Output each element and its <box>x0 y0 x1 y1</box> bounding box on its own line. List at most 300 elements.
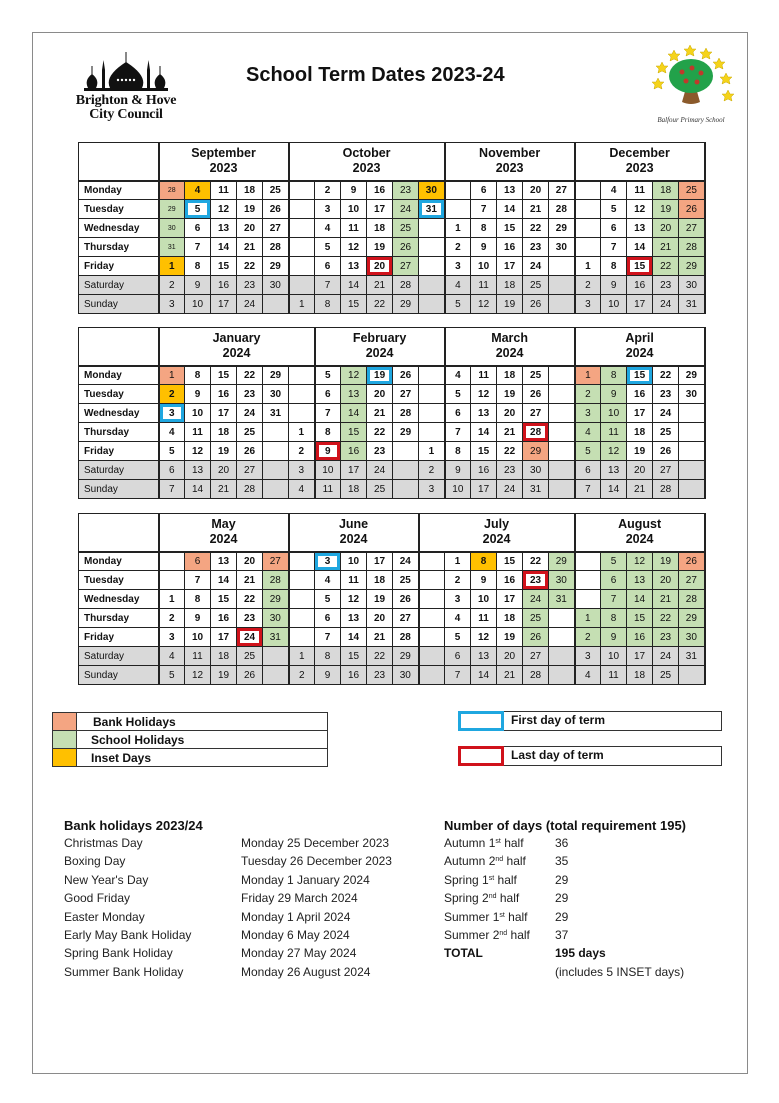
bank-holiday-row <box>64 873 424 891</box>
holiday-name: Boxing Day <box>64 854 126 869</box>
date-cell: 4 <box>601 181 627 200</box>
date-cell <box>289 628 315 647</box>
date-cell: 16 <box>341 442 367 461</box>
date-cell: 27 <box>263 552 289 571</box>
date-cell: 19 <box>497 385 523 404</box>
date-cell <box>289 590 315 609</box>
holiday-name: Easter Monday <box>64 909 145 924</box>
date-cell: 15 <box>471 442 497 461</box>
day-label: Sunday <box>79 666 159 685</box>
month-header: January 2024 <box>159 328 315 366</box>
date-cell: 25 <box>393 219 419 238</box>
date-cell: 6 <box>315 385 341 404</box>
legend-label: Last day of term <box>511 748 604 762</box>
date-cell: 1 <box>575 257 601 276</box>
date-cell: 2 <box>159 276 185 295</box>
day-label: Wednesday <box>79 404 159 423</box>
bank-holiday-row <box>64 946 424 964</box>
corner-cell <box>79 514 159 552</box>
date-cell: 30 <box>263 276 289 295</box>
number-of-days-heading: Number of days (total requirement 195) <box>444 818 686 833</box>
date-cell: 25 <box>523 366 549 385</box>
date-cell: 5 <box>445 385 471 404</box>
date-cell: 5 <box>185 200 211 219</box>
date-cell: 2 <box>159 609 185 628</box>
day-row <box>79 590 705 609</box>
date-cell: 17 <box>341 461 367 480</box>
date-cell <box>575 590 601 609</box>
date-cell <box>289 571 315 590</box>
day-row <box>79 647 705 666</box>
date-cell: 23 <box>237 609 263 628</box>
date-cell: 23 <box>653 385 679 404</box>
date-cell <box>549 647 575 666</box>
date-cell: 12 <box>471 295 497 314</box>
date-cell: 29 <box>679 609 705 628</box>
date-cell: 24 <box>653 295 679 314</box>
day-row <box>79 571 705 590</box>
date-cell <box>419 385 445 404</box>
date-cell: 18 <box>211 647 237 666</box>
date-cell: 30 <box>679 276 705 295</box>
day-row <box>79 552 705 571</box>
date-cell: 1 <box>289 423 315 442</box>
day-label: Tuesday <box>79 571 159 590</box>
date-cell: 17 <box>367 552 393 571</box>
date-cell: 6 <box>315 609 341 628</box>
day-label: Wednesday <box>79 590 159 609</box>
date-cell: 20 <box>497 404 523 423</box>
term-name: Spring 2nd half <box>444 891 520 906</box>
date-cell: 11 <box>315 480 341 499</box>
date-cell: 5 <box>315 590 341 609</box>
date-cell: 24 <box>237 628 263 647</box>
date-cell <box>263 442 289 461</box>
holiday-name: Spring Bank Holiday <box>64 946 173 961</box>
date-cell: 21 <box>367 276 393 295</box>
date-cell: 14 <box>627 238 653 257</box>
date-cell: 22 <box>367 647 393 666</box>
date-cell: 24 <box>393 200 419 219</box>
day-label: Saturday <box>79 647 159 666</box>
date-cell: 29 <box>393 295 419 314</box>
holiday-date: Monday 25 December 2023 <box>241 836 390 850</box>
date-cell: 3 <box>315 200 341 219</box>
date-cell: 28 <box>263 571 289 590</box>
date-cell: 29 <box>679 366 705 385</box>
date-cell: 2 <box>289 442 315 461</box>
term-days: 29 <box>555 872 569 887</box>
date-cell: 8 <box>315 295 341 314</box>
date-cell <box>549 423 575 442</box>
day-row <box>79 257 705 276</box>
date-cell: 18 <box>497 276 523 295</box>
svg-text:Balfour Primary School: Balfour Primary School <box>657 116 725 124</box>
date-cell: 28 <box>393 404 419 423</box>
date-cell: 13 <box>341 257 367 276</box>
date-cell: 11 <box>471 276 497 295</box>
term-days: 37 <box>555 927 569 942</box>
date-cell: 17 <box>211 404 237 423</box>
bank-holiday-row <box>64 891 424 909</box>
date-cell: 21 <box>211 480 237 499</box>
date-cell <box>419 628 445 647</box>
date-cell: 30 <box>159 219 185 238</box>
date-cell <box>263 647 289 666</box>
date-cell: 17 <box>627 404 653 423</box>
date-cell: 20 <box>497 647 523 666</box>
date-cell: 31 <box>523 480 549 499</box>
date-cell: 6 <box>315 257 341 276</box>
date-cell: 30 <box>679 385 705 404</box>
holiday-date: Tuesday 26 December 2023 <box>241 854 392 869</box>
date-cell <box>679 461 705 480</box>
holiday-date: Monday 27 May 2024 <box>241 946 357 961</box>
date-cell: 23 <box>523 238 549 257</box>
date-cell: 14 <box>497 200 523 219</box>
date-cell: 23 <box>367 442 393 461</box>
day-label: Tuesday <box>79 385 159 404</box>
date-cell: 14 <box>341 276 367 295</box>
date-cell: 24 <box>523 257 549 276</box>
date-cell: 11 <box>341 219 367 238</box>
date-cell: 30 <box>549 238 575 257</box>
term-name: Spring 1st half <box>444 872 517 887</box>
date-cell: 21 <box>497 423 523 442</box>
date-cell: 22 <box>367 295 393 314</box>
date-cell: 11 <box>601 423 627 442</box>
date-cell: 22 <box>653 257 679 276</box>
date-cell: 19 <box>497 628 523 647</box>
date-cell: 26 <box>393 238 419 257</box>
date-cell: 15 <box>627 609 653 628</box>
date-cell <box>549 442 575 461</box>
legend-label: Bank Holidays <box>77 713 328 731</box>
date-cell <box>679 480 705 499</box>
month-header: November 2023 <box>445 143 575 181</box>
date-cell: 16 <box>627 628 653 647</box>
date-cell <box>263 461 289 480</box>
date-cell: 4 <box>575 666 601 685</box>
date-cell <box>289 238 315 257</box>
date-cell: 4 <box>159 423 185 442</box>
date-cell: 28 <box>679 238 705 257</box>
corner-cell <box>79 143 159 181</box>
date-cell: 17 <box>471 480 497 499</box>
day-label: Saturday <box>79 461 159 480</box>
day-row <box>79 461 705 480</box>
date-cell: 5 <box>315 366 341 385</box>
holiday-date: Monday 1 January 2024 <box>241 872 370 887</box>
date-cell <box>575 219 601 238</box>
date-cell: 22 <box>653 609 679 628</box>
date-cell: 12 <box>211 200 237 219</box>
date-cell: 3 <box>315 552 341 571</box>
date-cell: 26 <box>653 442 679 461</box>
date-cell <box>679 442 705 461</box>
date-cell: 21 <box>523 200 549 219</box>
date-cell <box>419 552 445 571</box>
holiday-date: Monday 1 April 2024 <box>241 909 351 924</box>
date-cell: 15 <box>341 295 367 314</box>
date-cell <box>419 238 445 257</box>
date-cell: 24 <box>367 461 393 480</box>
day-row <box>79 666 705 685</box>
term-days-row <box>444 873 724 891</box>
month-header: February 2024 <box>315 328 445 366</box>
date-cell: 15 <box>627 257 653 276</box>
date-cell: 27 <box>679 571 705 590</box>
day-label: Friday <box>79 442 159 461</box>
date-cell: 16 <box>211 385 237 404</box>
date-cell: 25 <box>653 666 679 685</box>
date-cell: 9 <box>315 442 341 461</box>
holiday-date: Friday 29 March 2024 <box>241 891 358 906</box>
date-cell: 30 <box>263 385 289 404</box>
date-cell: 7 <box>315 404 341 423</box>
month-header: August 2024 <box>575 514 705 552</box>
date-cell: 21 <box>237 238 263 257</box>
date-cell: 19 <box>211 666 237 685</box>
date-cell: 27 <box>393 609 419 628</box>
date-cell <box>289 181 315 200</box>
holiday-date: Monday 26 August 2024 <box>241 964 371 979</box>
date-cell: 20 <box>367 609 393 628</box>
date-cell: 8 <box>471 219 497 238</box>
date-cell: 13 <box>341 609 367 628</box>
date-cell: 7 <box>445 666 471 685</box>
date-cell: 15 <box>341 423 367 442</box>
holiday-name: New Year's Day <box>64 872 149 887</box>
date-cell: 3 <box>289 461 315 480</box>
date-cell: 13 <box>341 385 367 404</box>
legend-label: First day of term <box>511 713 606 727</box>
date-cell: 10 <box>445 480 471 499</box>
date-cell <box>549 366 575 385</box>
day-row <box>79 423 705 442</box>
date-cell <box>679 666 705 685</box>
date-cell: 22 <box>237 257 263 276</box>
date-cell: 31 <box>419 200 445 219</box>
date-cell: 5 <box>445 295 471 314</box>
date-cell: 1 <box>159 257 185 276</box>
day-row <box>79 219 705 238</box>
date-cell: 5 <box>575 442 601 461</box>
date-cell <box>575 238 601 257</box>
date-cell: 9 <box>185 385 211 404</box>
date-cell: 28 <box>549 200 575 219</box>
date-cell: 2 <box>315 181 341 200</box>
date-cell: 5 <box>445 628 471 647</box>
legend-label: School Holidays <box>77 731 328 749</box>
date-cell: 31 <box>263 628 289 647</box>
date-cell <box>419 257 445 276</box>
bank-holiday-row <box>64 836 424 854</box>
date-cell: 2 <box>445 238 471 257</box>
day-label: Saturday <box>79 276 159 295</box>
day-row <box>79 404 705 423</box>
date-cell: 9 <box>315 666 341 685</box>
date-cell: 23 <box>393 181 419 200</box>
date-cell: 22 <box>653 366 679 385</box>
date-cell <box>393 461 419 480</box>
bank-holiday-row <box>64 928 424 946</box>
date-cell: 2 <box>575 276 601 295</box>
date-cell <box>549 276 575 295</box>
date-cell: 7 <box>575 480 601 499</box>
date-cell: 11 <box>211 181 237 200</box>
date-cell: 3 <box>159 404 185 423</box>
date-cell: 1 <box>159 590 185 609</box>
day-label: Sunday <box>79 295 159 314</box>
date-cell: 26 <box>523 295 549 314</box>
date-cell <box>445 181 471 200</box>
date-cell <box>679 404 705 423</box>
month-header: July 2024 <box>419 514 575 552</box>
date-cell: 21 <box>497 666 523 685</box>
date-cell: 26 <box>393 590 419 609</box>
date-cell <box>419 609 445 628</box>
term-days-row <box>444 836 724 854</box>
date-cell: 3 <box>445 257 471 276</box>
date-cell: 2 <box>445 571 471 590</box>
legend-first-day <box>458 711 722 731</box>
date-cell: 18 <box>237 181 263 200</box>
date-cell: 24 <box>653 647 679 666</box>
date-cell: 7 <box>315 628 341 647</box>
date-cell <box>289 257 315 276</box>
date-cell <box>549 385 575 404</box>
date-cell: 15 <box>211 590 237 609</box>
term-days-row <box>444 928 724 946</box>
date-cell <box>549 295 575 314</box>
month-header: September 2023 <box>159 143 289 181</box>
holiday-name: Good Friday <box>64 891 131 906</box>
day-row <box>79 295 705 314</box>
date-cell: 5 <box>159 666 185 685</box>
date-cell: 9 <box>341 181 367 200</box>
date-cell: 27 <box>549 181 575 200</box>
date-cell: 16 <box>497 238 523 257</box>
date-cell: 31 <box>549 590 575 609</box>
date-cell: 27 <box>523 404 549 423</box>
date-cell: 27 <box>523 647 549 666</box>
date-cell: 27 <box>393 385 419 404</box>
date-cell: 14 <box>471 666 497 685</box>
date-cell: 23 <box>237 385 263 404</box>
date-cell: 24 <box>523 590 549 609</box>
day-label: Monday <box>79 552 159 571</box>
term-days: 29 <box>555 891 569 906</box>
date-cell: 14 <box>627 590 653 609</box>
day-row <box>79 181 705 200</box>
date-cell: 20 <box>237 552 263 571</box>
date-cell: 7 <box>159 480 185 499</box>
date-cell: 17 <box>211 295 237 314</box>
date-cell: 1 <box>575 609 601 628</box>
day-row <box>79 480 705 499</box>
date-cell: 21 <box>653 590 679 609</box>
date-cell: 2 <box>575 628 601 647</box>
date-cell <box>419 666 445 685</box>
note-row <box>444 965 724 983</box>
date-cell: 19 <box>237 200 263 219</box>
date-cell: 1 <box>445 552 471 571</box>
date-cell: 25 <box>523 609 549 628</box>
number-of-days-list <box>444 818 724 983</box>
date-cell: 7 <box>185 238 211 257</box>
date-cell: 23 <box>653 628 679 647</box>
holiday-name: Christmas Day <box>64 836 143 850</box>
date-cell: 25 <box>393 571 419 590</box>
date-cell: 29 <box>679 257 705 276</box>
day-label: Thursday <box>79 423 159 442</box>
date-cell: 7 <box>185 571 211 590</box>
day-row <box>79 628 705 647</box>
date-cell: 8 <box>185 257 211 276</box>
date-cell: 4 <box>575 423 601 442</box>
date-cell: 6 <box>601 571 627 590</box>
royal-pavilion-icon <box>80 50 172 94</box>
day-label: Friday <box>79 628 159 647</box>
date-cell: 24 <box>237 295 263 314</box>
date-cell: 20 <box>367 257 393 276</box>
date-cell: 10 <box>341 200 367 219</box>
date-cell: 26 <box>679 552 705 571</box>
date-cell: 13 <box>211 552 237 571</box>
date-cell: 28 <box>523 423 549 442</box>
date-cell: 8 <box>601 366 627 385</box>
date-cell: 22 <box>237 366 263 385</box>
date-cell: 9 <box>601 385 627 404</box>
date-cell: 25 <box>237 647 263 666</box>
date-cell: 21 <box>653 238 679 257</box>
date-cell: 2 <box>289 666 315 685</box>
date-cell <box>549 257 575 276</box>
date-cell: 10 <box>471 257 497 276</box>
date-cell: 16 <box>627 385 653 404</box>
date-cell: 18 <box>367 219 393 238</box>
date-cell: 31 <box>679 295 705 314</box>
date-cell: 29 <box>549 219 575 238</box>
date-cell: 21 <box>367 628 393 647</box>
date-cell: 19 <box>367 238 393 257</box>
date-cell: 11 <box>471 609 497 628</box>
date-cell: 2 <box>575 385 601 404</box>
date-cell: 14 <box>211 238 237 257</box>
term-days-row <box>444 891 724 909</box>
date-cell <box>289 366 315 385</box>
date-cell: 28 <box>393 276 419 295</box>
date-cell: 2 <box>159 385 185 404</box>
date-cell: 20 <box>627 461 653 480</box>
date-cell: 15 <box>211 366 237 385</box>
date-cell: 19 <box>627 442 653 461</box>
date-cell: 6 <box>471 181 497 200</box>
date-cell: 30 <box>393 666 419 685</box>
date-cell: 1 <box>289 647 315 666</box>
date-cell: 22 <box>367 423 393 442</box>
date-cell: 18 <box>367 571 393 590</box>
date-cell: 3 <box>419 480 445 499</box>
date-cell <box>289 404 315 423</box>
day-label: Tuesday <box>79 200 159 219</box>
date-cell: 17 <box>627 647 653 666</box>
date-cell: 20 <box>653 219 679 238</box>
date-cell: 26 <box>237 666 263 685</box>
date-cell: 25 <box>237 423 263 442</box>
date-cell: 29 <box>549 552 575 571</box>
